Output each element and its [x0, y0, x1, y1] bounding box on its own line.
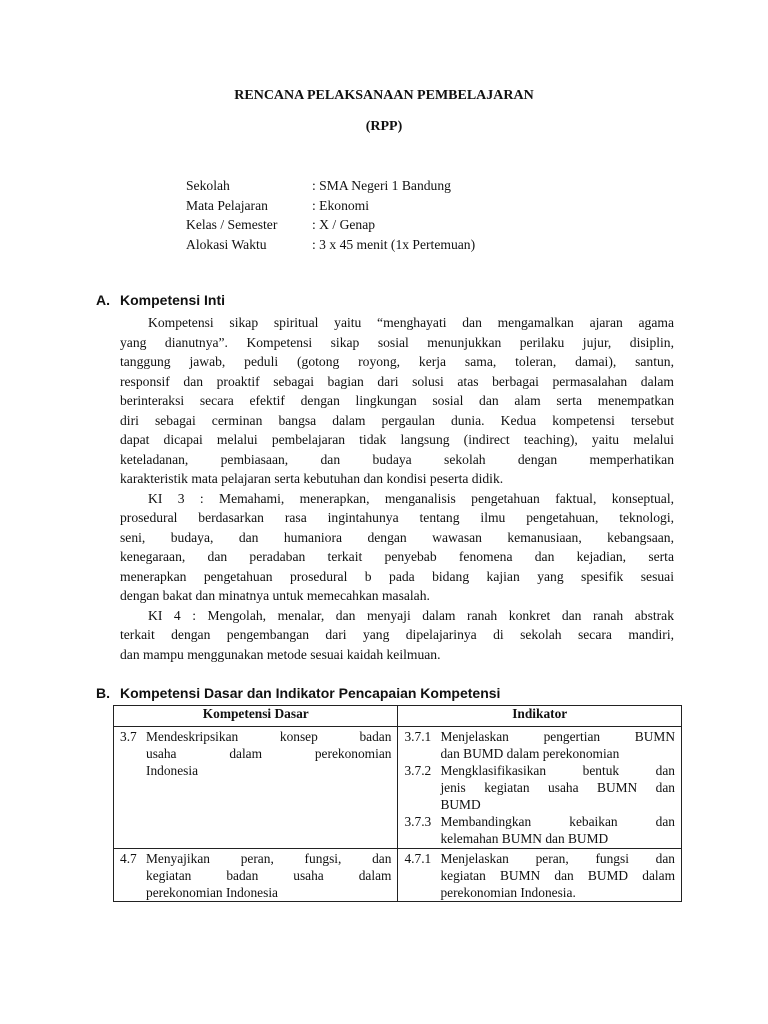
kd-number: 3.7: [120, 729, 137, 744]
text-line: usaha dalam perekonomian: [146, 746, 392, 761]
text-line: Menyajikan peran, fungsi, dan: [146, 851, 392, 866]
indicator-item: [404, 813, 675, 847]
kd-item: [120, 728, 391, 779]
table-header-row: [114, 706, 682, 727]
column-header-indikator: Indikator: [398, 706, 682, 727]
text-line: keteladanan, pembiasaan, dan budaya sekolah dengan memperhatikan: [120, 451, 674, 467]
paragraph-spiritual-social: [120, 313, 674, 489]
text-line: Menjelaskan peran, fungsi dan: [440, 851, 675, 866]
identity-label: Mata Pelajaran: [186, 197, 268, 213]
text-line: Membandingkan kebaikan dan: [440, 814, 675, 829]
text-line: dapat dicapai melalui pembelajaran tidak langsung (indirect teaching), yaitu melalui: [120, 432, 674, 447]
text-line: diri sebagai cerminan bangsa dalam pergaulan dunia. Kedua kompetensi tersebut: [120, 412, 674, 428]
indicator-cell: [398, 849, 682, 902]
competency-table: [113, 705, 682, 902]
identity-row: [186, 215, 475, 235]
text-line: KI 3 : Memahami, menerapkan, menganalisis pengetahuan faktual, konseptual,: [148, 490, 674, 506]
text-line: kegiatan badan usaha dalam: [146, 868, 392, 883]
identity-value: : X / Genap: [312, 217, 376, 232]
section-title: Kompetensi Inti: [120, 292, 226, 308]
indicator-number: 3.7.1: [404, 729, 432, 744]
paragraph-ki4: [120, 606, 674, 665]
text-line: seni, budaya, dan humaniora dengan wawasan kemanusiaan, kebangsaan,: [120, 529, 674, 545]
section-number: B.: [96, 685, 110, 701]
identity-value: : Ekonomi: [312, 197, 370, 213]
identity-row: [186, 176, 475, 196]
indicator-item: [404, 762, 675, 813]
identity-row: [186, 196, 475, 216]
section-number: A.: [96, 292, 110, 308]
kd-cell: [114, 849, 398, 902]
text-line: perekonomian Indonesia.: [440, 885, 576, 900]
indicator-number: 4.7.1: [404, 851, 432, 866]
text-line: prosedural berdasarkan rasa ingintahunya tentang ilmu pengetahuan, teknologi,: [120, 510, 674, 525]
kd-item: [120, 850, 391, 901]
indicator-cell: [398, 727, 682, 849]
text-line: KI 4 : Mengolah, menalar, dan menyaji dalam ranah konkret dan ranah abstrak: [148, 607, 674, 623]
table-row: [114, 727, 682, 849]
indicator-item: [404, 850, 675, 901]
text-line: Kompetensi sikap spiritual yaitu “menghayati dan mengamalkan ajaran agama: [148, 315, 674, 330]
section-a-body: [120, 313, 674, 664]
kd-cell: [114, 727, 398, 849]
identity-row: [186, 235, 475, 255]
indicator-number: 3.7.2: [404, 763, 432, 778]
text-line: BUMD: [440, 797, 481, 812]
document-title: RENCANA PELAKSANAAN PEMBELAJARAN: [234, 88, 534, 103]
paragraph-ki3: [120, 489, 674, 606]
section-a-heading: [96, 292, 225, 308]
identity-label: Alokasi Waktu: [186, 236, 267, 252]
text-line: dengan bakat dan minatnya untuk memecahkan masalah.: [120, 588, 430, 603]
column-header-kompetensi-dasar: Kompetensi Dasar: [114, 706, 398, 727]
text-line: Menjelaskan pengertian BUMN: [440, 729, 675, 744]
document-subtitle: (RPP): [365, 119, 403, 134]
text-line: kenegaraan, dan peradaban terkait penyebab fenomena dan kejadian, serta: [120, 549, 674, 564]
text-line: jenis kegiatan usaha BUMN dan: [440, 780, 675, 795]
identity-label: Kelas / Semester: [186, 217, 278, 232]
text-line: menerapkan pengetahuan prosedural b pada bidang kajian yang spesifik sesuai: [120, 568, 674, 584]
text-line: responsif dan proaktif sebagai bagian dari solusi atas berbagai permasalahan dalam: [120, 373, 674, 389]
identity-value: : SMA Negeri 1 Bandung: [312, 178, 451, 193]
section-title: Kompetensi Dasar dan Indikator Pencapaian Kompetensi: [120, 685, 501, 701]
identity-value: : 3 x 45 menit (1x Pertemuan): [312, 236, 476, 252]
indicator-number: 3.7.3: [404, 814, 432, 829]
text-line: berinteraksi secara efektif dengan lingkungan sosial dan alam serta menempatkan: [120, 393, 674, 408]
text-line: dan BUMD dalam perekonomian: [440, 746, 620, 761]
text-line: tanggung jawab, peduli (gotong royong, kerja sama, toleran, damai), santun,: [120, 354, 674, 369]
indicator-item: [404, 728, 675, 762]
text-line: Indonesia: [146, 763, 199, 778]
identity-label: Sekolah: [186, 178, 230, 193]
text-line: yang dianutnya”. Kompetensi sikap sosial menunjukkan perilaku jujur, disiplin,: [120, 334, 674, 350]
text-line: terkait dengan pengembangan dari yang dipelajarinya di sekolah secara mandiri,: [120, 627, 674, 642]
text-line: dan mampu menggunakan metode sesuai kaidah keilmuan.: [120, 646, 441, 662]
text-line: karakteristik mata pelajaran serta kebutuhan dan kondisi peserta didik.: [120, 471, 504, 486]
text-line: Mendeskripsikan konsep badan: [146, 729, 392, 744]
identity-block: [186, 176, 475, 254]
text-line: kelemahan BUMN dan BUMD: [440, 831, 609, 846]
text-line: perekonomian Indonesia: [146, 885, 279, 900]
kd-number: 4.7: [120, 851, 137, 866]
text-line: Mengklasifikasikan bentuk dan: [440, 763, 675, 778]
text-line: kegiatan BUMN dan BUMD dalam: [440, 868, 675, 883]
section-b-heading: [96, 685, 500, 701]
table-row: [114, 849, 682, 902]
